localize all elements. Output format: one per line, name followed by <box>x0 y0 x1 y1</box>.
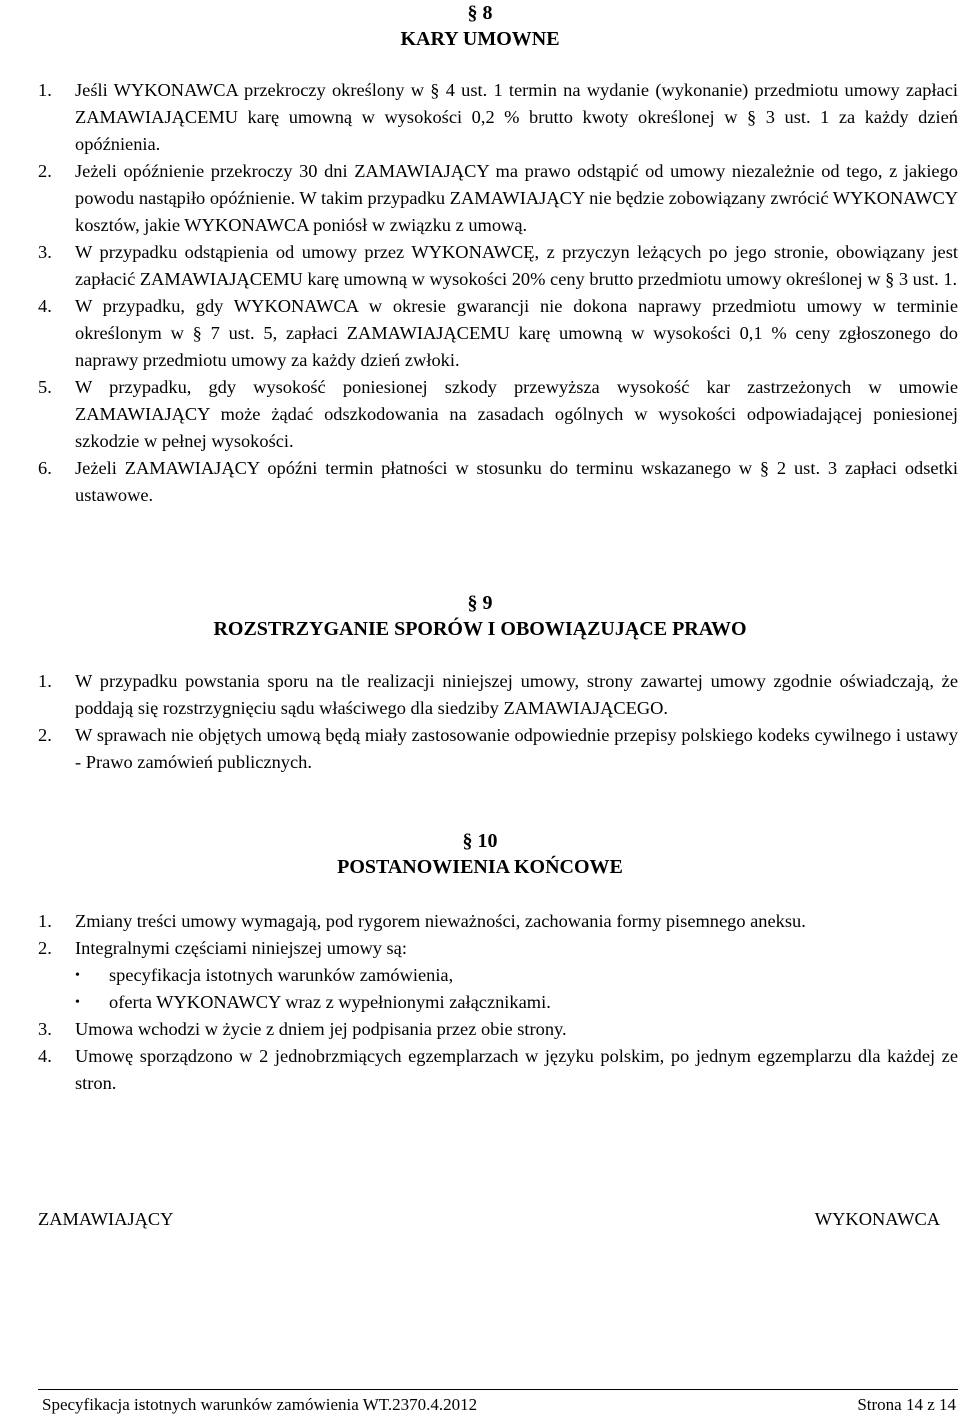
section-9-number: § 9 <box>467 592 493 614</box>
section-10-number: § 10 <box>462 830 498 852</box>
list-item <box>38 668 958 722</box>
list-item <box>38 239 958 293</box>
bullet-list <box>75 962 958 1016</box>
item-text: W sprawach nie objętych umową będą miały zastosowanie odpowiednie przepisy polskiego kodeks cywilnego i ustawy - Prawo zamówień publicznych. <box>75 725 958 772</box>
list-item <box>38 455 958 509</box>
item-text: Jeśli WYKONAWCA przekroczy określony w § 4 ust. 1 termin na wydanie (wykonanie) przedmiotu umowy zapłaci ZAMAWIAJĄCEMU karę umowną w wysokości 0,2 % brutto kwoty określonej w § 3 ust. 1 za każdy dzień opóźnienia. <box>75 80 958 154</box>
list-item <box>38 722 958 776</box>
footer-page-number: Strona 14 z 14 <box>857 1395 956 1414</box>
section-10-list <box>38 908 958 1097</box>
item-text: W przypadku, gdy wysokość poniesionej szkody przewyższa wysokość kar zastrzeżonych w umowie ZAMAWIAJĄCY może żądać odszkodowania na zasadach ogólnych w wysokości odpowiadającej poniesionej szkodzie w pełnej wysokości. <box>75 377 958 451</box>
item-text: Jeżeli opóźnienie przekroczy 30 dni ZAMAWIAJĄCY ma prawo odstąpić od umowy niezależnie od tego, z jakiego powodu nastąpiło opóźnienie. W takim przypadku ZAMAWIAJĄCY nie będzie zobowiązany zwrócić WYKONAWCY kosztów, jakie WYKONAWCA poniósł w związku z umową. <box>75 161 958 235</box>
section-8-list <box>38 77 958 509</box>
item-text: Jeżeli ZAMAWIAJĄCY opóźni termin płatności w stosunku do terminu wskazanego w § 2 ust. 3 zapłaci odsetki ustawowe. <box>75 458 958 505</box>
item-number: 5. <box>38 377 52 397</box>
signature-right: WYKONAWCA <box>814 1209 940 1229</box>
bullet-text: specyfikacja istotnych warunków zamówienia, <box>109 965 454 985</box>
item-text: Zmiany treści umowy wymagają, pod rygorem nieważności, zachowania formy pisemnego aneksu. <box>75 911 806 931</box>
bullet-icon: • <box>75 968 80 983</box>
item-number: 4. <box>38 296 52 316</box>
item-text: Umowę sporządzono w 2 jednobrzmiących egzemplarzach w języku polskim, po jednym egzemplarzu dla każdej ze stron. <box>75 1046 958 1093</box>
list-item <box>38 1016 958 1043</box>
section-10-heading <box>0 828 960 880</box>
item-number: 1. <box>38 80 52 100</box>
bullet-item <box>75 962 958 989</box>
list-item <box>38 935 958 1016</box>
bullet-icon: • <box>75 995 80 1010</box>
item-number: 1. <box>38 671 52 691</box>
item-number: 1. <box>38 911 52 931</box>
bullet-text: oferta WYKONAWCY wraz z wypełnionymi załącznikami. <box>109 992 551 1012</box>
item-number: 2. <box>38 938 52 958</box>
item-text: W przypadku powstania sporu na tle realizacji niniejszej umowy, strony zawartej umowy zgodnie oświadczają, że poddają się rozstrzygnięciu sądu właściwego dla siedziby ZAMAWIAJĄCEGO. <box>75 671 958 718</box>
section-8-heading <box>0 0 960 52</box>
item-text: Umowa wchodzi w życie z dniem jej podpisania przez obie strony. <box>75 1019 567 1039</box>
list-item <box>38 77 958 158</box>
footer-document-title: Specyfikacja istotnych warunków zamówienia WT.2370.4.2012 <box>42 1395 478 1414</box>
section-8-title: KARY UMOWNE <box>400 28 560 50</box>
section-8-number: § 8 <box>467 2 493 24</box>
section-9-list <box>38 668 958 776</box>
list-item <box>38 908 958 935</box>
list-item <box>38 1043 958 1097</box>
item-text: W przypadku, gdy WYKONAWCA w okresie gwarancji nie dokona naprawy przedmiotu umowy w terminie określonym w § 7 ust. 5, zapłaci ZAMAWIAJĄCEMU karę umowną w wysokości 0,1 % ceny zgłoszonego do naprawy przedmiotu umowy za każdy dzień zwłoki. <box>75 296 958 370</box>
item-number: 6. <box>38 458 52 478</box>
bullet-item <box>75 989 958 1016</box>
section-10-title: POSTANOWIENIA KOŃCOWE <box>337 856 623 878</box>
section-9-heading <box>0 590 960 642</box>
item-text: W przypadku odstąpienia od umowy przez WYKONAWCĘ, z przyczyn leżących po jego stronie, obowiązany jest zapłacić ZAMAWIAJĄCEMU karę umowną w wysokości 20% ceny brutto przedmiotu umowy określonej w § 3 ust. 1. <box>75 242 958 289</box>
item-text: Integralnymi częściami niniejszej umowy są: <box>75 938 407 958</box>
signature-left: ZAMAWIAJĄCY <box>38 1209 174 1229</box>
footer-divider <box>38 1389 958 1390</box>
item-number: 4. <box>38 1046 52 1066</box>
list-item <box>38 293 958 374</box>
item-number: 3. <box>38 1019 52 1039</box>
item-number: 2. <box>38 725 52 745</box>
item-number: 3. <box>38 242 52 262</box>
list-item <box>38 158 958 239</box>
list-item <box>38 374 958 455</box>
section-9-title: ROZSTRZYGANIE SPORÓW I OBOWIĄZUJĄCE PRAWO <box>213 618 747 640</box>
item-number: 2. <box>38 161 52 181</box>
